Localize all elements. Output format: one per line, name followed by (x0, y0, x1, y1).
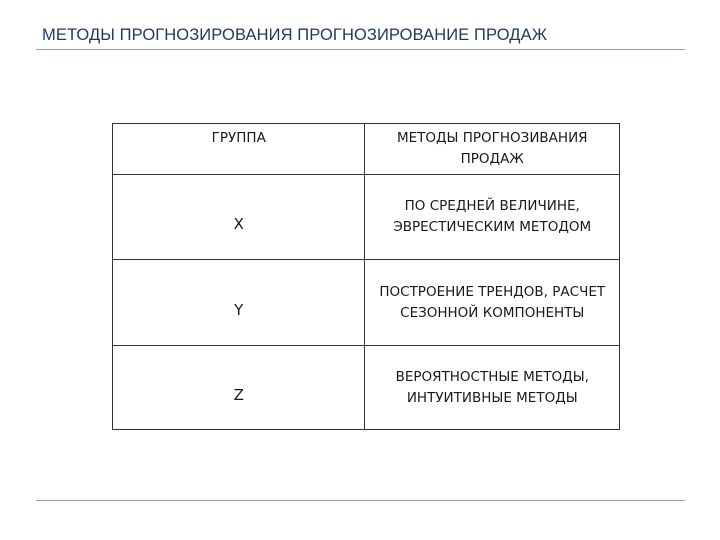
table-header-row (113, 124, 620, 175)
header-group: ГРУППА (113, 124, 365, 175)
group-cell-z: Z (113, 346, 365, 430)
header-methods: МЕТОДЫ ПРОГНОЗИВАНИЯ ПРОДАЖ (365, 124, 620, 175)
group-cell-y: Y (113, 260, 365, 346)
methods-cell-x: ПО СРЕДНЕЙ ВЕЛИЧИНЕ, ЭВРЕСТИЧЕСКИМ МЕТОДОМ (365, 175, 620, 260)
footer-divider (36, 500, 685, 501)
group-cell-x: X (113, 175, 365, 260)
forecast-methods-table (112, 123, 620, 430)
table-row (113, 175, 620, 260)
methods-cell-z: ВЕРОЯТНОСТНЫЕ МЕТОДЫ, ИНТУИТИВНЫЕ МЕТОДЫ (365, 346, 620, 430)
title-divider (36, 49, 685, 50)
table-row (113, 346, 620, 430)
page-title: МЕТОДЫ ПРОГНОЗИРОВАНИЯ ПРОГНОЗИРОВАНИЕ ПРОДАЖ (42, 26, 548, 44)
table-row (113, 260, 620, 346)
methods-cell-y: ПОСТРОЕНИЕ ТРЕНДОВ, РАСЧЕТ СЕЗОННОЙ КОМПОНЕНТЫ (365, 260, 620, 346)
